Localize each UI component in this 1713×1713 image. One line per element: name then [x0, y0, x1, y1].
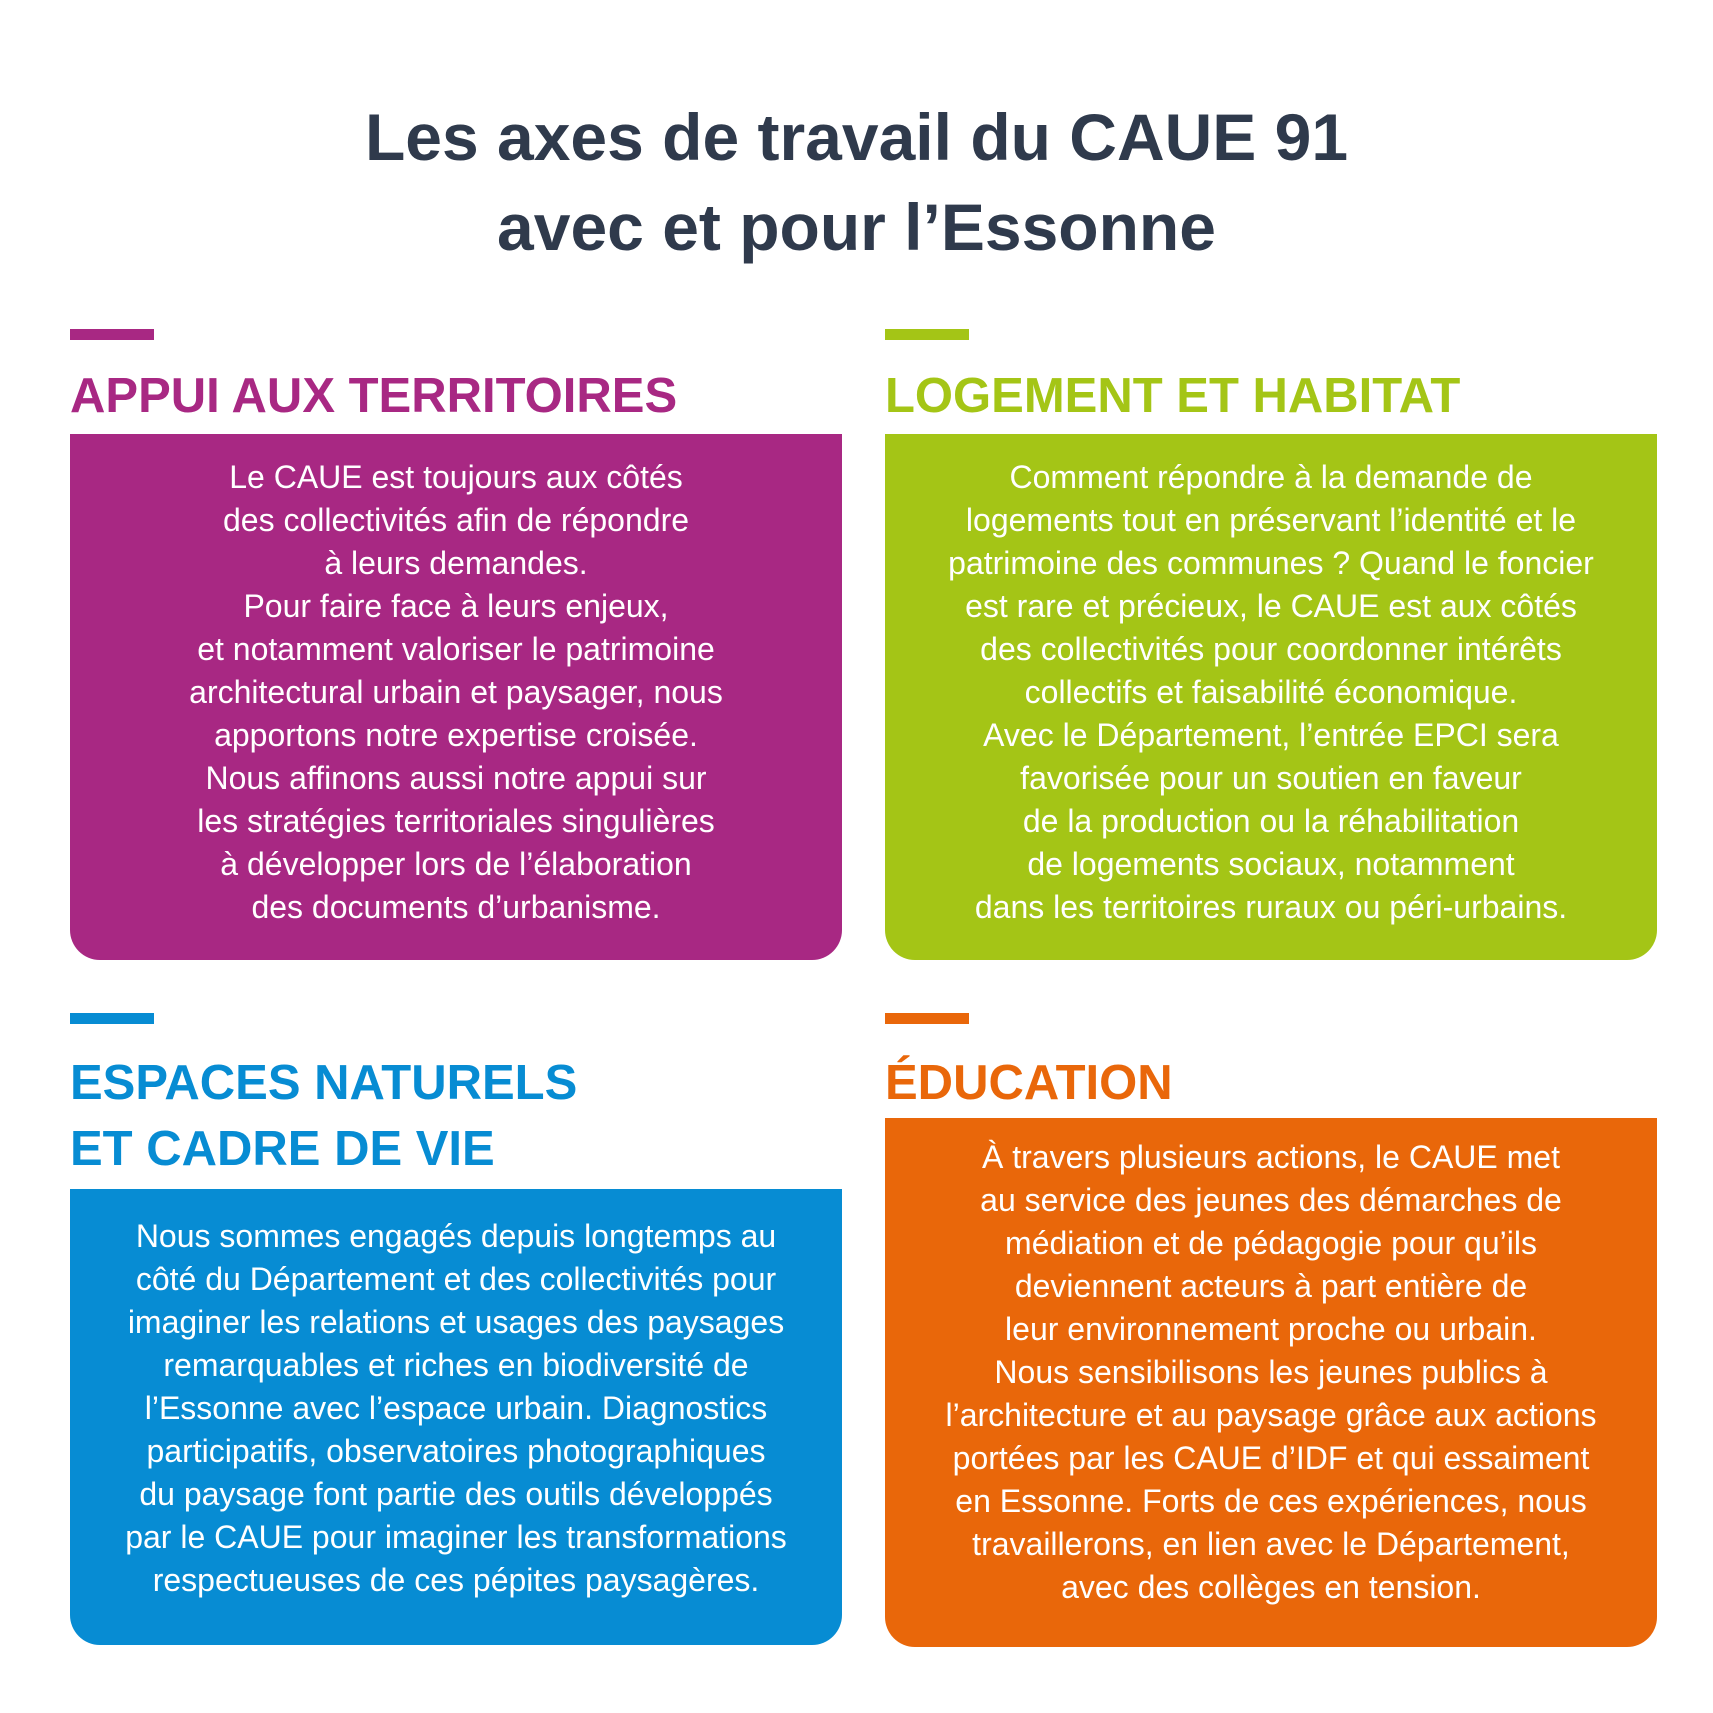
section-body	[895, 456, 1647, 929]
section-body-line: et notamment valoriser le patrimoine	[197, 631, 715, 667]
section-body-line: collectifs et faisabilité économique.	[1024, 674, 1518, 710]
section-heading-line: ÉDUCATION	[885, 1056, 1173, 1110]
section-body-line: des collectivités pour coordonner intérêts	[980, 631, 1562, 667]
section-body-line: architectural urbain et paysager, nous	[189, 674, 723, 710]
section-body	[80, 1215, 832, 1602]
section-body-line: à développer lors de l’élaboration	[220, 846, 692, 882]
section-card	[885, 434, 1657, 960]
section-body-line: participatifs, observatoires photographiques	[146, 1433, 766, 1469]
section-accent-bar	[70, 1013, 154, 1024]
section-body-line: leur environnement proche ou urbain.	[1005, 1311, 1537, 1347]
section-body-line: l’architecture et au paysage grâce aux actions	[945, 1397, 1597, 1433]
section-heading	[885, 1050, 1173, 1116]
section-body-line: de logements sociaux, notamment	[1027, 846, 1515, 882]
section-body-line: de la production ou la réhabilitation	[1022, 803, 1520, 839]
section-body-line: à leurs demandes.	[324, 545, 588, 581]
section-body-line: À travers plusieurs actions, le CAUE met	[982, 1139, 1560, 1175]
section-body-line: Le CAUE est toujours aux côtés	[229, 459, 683, 495]
section-body-line: deviennent acteurs à part entière de	[1014, 1268, 1528, 1304]
section-heading-line: ESPACES NATURELS	[70, 1056, 578, 1110]
section-body-line: favorisée pour un soutien en faveur	[1020, 760, 1522, 796]
section-body-line: côté du Département et des collectivités pour	[135, 1261, 777, 1297]
section-body-line: médiation et de pédagogie pour qu’ils	[1005, 1225, 1537, 1261]
section-body-line: Nous sommes engagés depuis longtemps au	[135, 1218, 777, 1254]
section-body-line: des collectivités afin de répondre	[222, 502, 690, 538]
section-body-line: en Essonne. Forts de ces expériences, nous	[955, 1483, 1587, 1519]
section-body-line: au service des jeunes des démarches de	[980, 1182, 1562, 1218]
section-body-line: remarquables et riches en biodiversité de	[163, 1347, 749, 1383]
section-body-line: l’Essonne avec l’espace urbain. Diagnostics	[144, 1390, 768, 1426]
section-body-line: travaillerons, en lien avec le Département,	[972, 1526, 1570, 1562]
section-body-line: Comment répondre à la demande de	[1009, 459, 1533, 495]
section-heading-line: LOGEMENT ET HABITAT	[885, 369, 1461, 423]
section-card	[70, 1189, 842, 1645]
section-body-line: du paysage font partie des outils développés	[139, 1476, 773, 1512]
section-body-line: Nous sensibilisons les jeunes publics à	[994, 1354, 1548, 1390]
section-body-line: Pour faire face à leurs enjeux,	[243, 588, 669, 624]
section-body	[80, 456, 832, 929]
section-body-line: des documents d’urbanisme.	[251, 889, 661, 925]
section-body-line: respectueuses de ces pépites paysagères.	[152, 1562, 760, 1598]
section-heading	[885, 363, 1460, 429]
section-body-line: dans les territoires ruraux ou péri-urbains.	[974, 889, 1568, 925]
section-body-line: portées par les CAUE d’IDF et qui essaiment	[952, 1440, 1590, 1476]
section-body-line: patrimoine des communes ? Quand le foncier	[948, 545, 1594, 581]
section-body-line: apportons notre expertise croisée.	[214, 717, 698, 753]
section-accent-bar	[70, 329, 154, 340]
section-heading	[70, 1050, 577, 1182]
section-heading-line: APPUI AUX TERRITOIRES	[70, 369, 678, 423]
section-body-line: logements tout en préservant l’identité et le	[965, 502, 1577, 538]
page-title-line-2: avec et pour l’Essonne	[497, 190, 1216, 264]
section-body-line: avec des collèges en tension.	[1061, 1569, 1481, 1605]
page-title	[0, 92, 1713, 272]
section-heading	[70, 363, 677, 429]
section-body-line: imaginer les relations et usages des paysages	[127, 1304, 785, 1340]
section-body-line: Nous affinons aussi notre appui sur	[205, 760, 707, 796]
section-body-line: est rare et précieux, le CAUE est aux côtés	[965, 588, 1577, 624]
section-heading-line: ET CADRE DE VIE	[70, 1122, 495, 1176]
section-accent-bar	[885, 1013, 969, 1024]
section-body	[895, 1136, 1647, 1609]
section-body-line: Avec le Département, l’entrée EPCI sera	[983, 717, 1559, 753]
section-body-line: les stratégies territoriales singulières	[197, 803, 715, 839]
section-accent-bar	[885, 329, 969, 340]
section-body-line: par le CAUE pour imaginer les transformations	[125, 1519, 787, 1555]
page-title-line-1: Les axes de travail du CAUE 91	[364, 100, 1349, 174]
section-card	[70, 434, 842, 960]
section-card	[885, 1118, 1657, 1647]
